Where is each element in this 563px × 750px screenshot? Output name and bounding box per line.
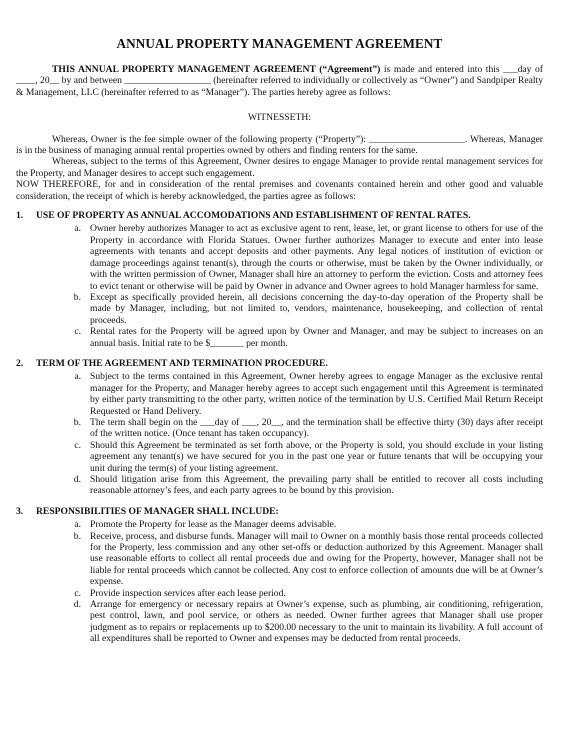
item-text: Except as specifically provided herein, all decisions concerning the day-to-day operation of the Property shall be made by Manager, including, but not limited to, vendors, maintenance, housekeeping, and collection of rental proceeds. [90,291,543,326]
section-2 [16,358,543,497]
item-letter: a. [74,223,81,235]
section-title: USE OF PROPERTY AS ANNUAL ACCOMODATIONS AND ESTABLISHMENT OF RENTAL RATES. [36,210,471,222]
item-text: Provide inspection services after each lease period. [90,587,286,599]
now-therefore-paragraph: NOW THEREFORE, for and in consideration of the rental premises and covenants contained herein and other good and valuable consideration, the receipt of which is hereby acknowledged, the parties agree as follows: [16,179,543,202]
list-item [16,599,543,645]
section-title: RESPONSIBILITIES OF MANAGER SHALL INCLUDE: [36,505,279,517]
item-text: Should this Agreement be terminated as set forth above, or the Property is sold, you should exclude in your listing agreement any tenant(s) we have secured for you in the past one year or future tenants that will be occupying your unit during the term(s) of your listing agreement. [90,439,543,474]
item-text: Should litigation arise from this Agreement, the prevailing party shall be entitled to recover all costs including reasonable attorney’s fees, and each party agrees to be bound by this provision. [90,474,543,497]
item-letter: b. [73,530,81,542]
list-item [16,292,543,326]
item-letter: d. [73,599,81,611]
list-item [16,474,543,497]
list-item [16,440,543,474]
list-item [16,326,543,349]
intro-paragraph [16,64,543,98]
item-letter: c. [74,326,81,338]
item-text: Subject to the terms contained in this Agreement, Owner hereby agrees to engage Manager as the exclusive rental manager for the Property, and Manager hereby agrees to accept such engagement until this Agreement is terminated by either party transmitting to the other party, written notice of the termination by U.S. Certified Mail Return Receipt Requested or Hand Delivery. [90,371,543,417]
item-text: Receive, process, and disburse funds. Manager will mail to Owner on a monthly basis those rental proceeds collected for the Property, less commission and any other set-offs or deduction authorized by this Agreement. Manager shall use reasonable efforts to collect all rental proceeds due and owing for the Property, however, Manager shall not be liable for rental proceeds which cannot be collected. Any cost to enforce collection of amounts due will be at Owner’s expense. [90,530,543,588]
intro-rest: is made and entered into this ___day of ____, 20__ by and between __________________ (hereinafter referred to individually or collectively as “Owner”) and Sandpiper Realty & Management, LLC (hereinafter referred to as “Manager”). The parties hereby agree as follows: [16,64,543,98]
item-letter: b. [73,291,81,303]
section-heading [16,506,543,517]
list-item [16,371,543,417]
section-title: TERM OF THE AGREEMENT AND TERMINATION PROCEDURE. [36,357,328,369]
item-letter: c. [74,439,81,451]
item-text: Promote the Property for lease as the Manager deems advisable. [90,519,337,531]
item-letter: a. [74,519,81,531]
section-items [16,371,543,496]
item-text: Rental rates for the Property will be agreed upon by Owner and Manager, and may be subject to increases on an annual basis. Initial rate to be $_______ per month. [90,326,543,349]
section-heading [16,210,543,221]
list-item [16,519,543,530]
item-letter: b. [73,416,81,428]
document-title: ANNUAL PROPERTY MANAGEMENT AGREEMENT [116,36,443,51]
list-item [16,588,543,599]
list-item [16,531,543,588]
section-number: 1. [16,210,24,222]
section-items [16,223,543,348]
section-number: 3. [16,505,24,517]
section-3 [16,506,543,645]
section-items [16,519,543,644]
item-letter: a. [74,371,81,383]
item-letter: d. [73,474,81,485]
item-text: Owner hereby authorizes Manager to act as exclusive agent to rent, lease, let, or grant license to others for use of the Property in accordance with Florida Statues. Owner further authorizes Manager to execute and enter into lease agreements with tenants and accept deposits and other payments. Any legal notices of institution of eviction or damage proceedings against tenant(s), through the courts or otherwise, must be taken by the Owner individually, or with the written permission of Owner, Manager shall hire an attorney to perform the eviction. Costs and attorney fees to evict tenant or otherwise will be paid by Owner in advance and Owner agrees to hold Manager harmless for same. [90,223,543,292]
whereas-paragraph-2: Whereas, subject to the terms of this Agreement, Owner desires to engage Manager to provide rental management services for the Property, and Manager desires to accept such engagement. [16,156,543,179]
section-1 [16,210,543,349]
witnesseth-heading: WITNESSETH: [248,112,311,124]
list-item [16,223,543,291]
section-number: 2. [16,357,24,369]
item-text: The term shall begin on the ___day of ___, 20__, and the termination shall be effective thirty (30) days after receipt of the written notice. (Once tenant has taken occupancy). [90,416,543,440]
item-text: Arrange for emergency or necessary repairs at Owner’s expense, such as plumbing, air conditioning, refrigeration, pest control, lawn, and pool service, or others as needed. Owner further agrees that Manager shall use proper judgment as to repairs or replacements up to $200.00 necessary to the unit to maintain its livability. A full account of all expenditures shall be reported to Owner and expenses may be deducted from rental proceeds. [90,599,543,645]
item-letter: c. [74,587,81,599]
section-heading [16,358,543,369]
intro-bold: THIS ANNUAL PROPERTY MANAGEMENT AGREEMENT (“Agreement”) [52,64,381,75]
whereas-paragraph-1: Whereas, Owner is the fee simple owner of the following property (“Property”): ____________________. Whereas, Manager is in the business of managing annual rental properties owned by others and finding renters for the same. [16,133,543,157]
list-item [16,417,543,440]
